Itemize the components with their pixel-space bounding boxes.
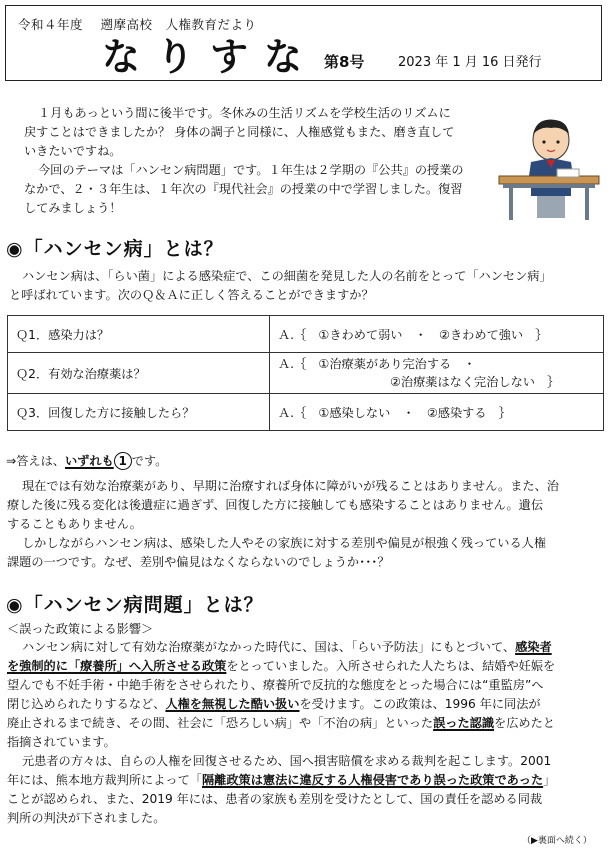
body-line: 閉じ込められたりするなど、人権を無視した酷い扱いを受けます。この政策は、1996 年に同法が <box>7 697 541 711</box>
table-row <box>8 353 604 394</box>
subheading: ＜誤った政策による影響＞ <box>7 622 154 636</box>
body-line: 現在では有効な治療薬があり、早期に治療すれば身体に障がいが残ることはありません。また、治 <box>22 479 559 493</box>
intro-line: １月もあっという間に後半です。冬休みの生活リズムを学校生活のリズムに <box>38 106 451 120</box>
answer-cell <box>270 394 604 431</box>
intro-line: してみましょう！ <box>24 201 122 215</box>
newsletter-title: なりすな <box>102 35 319 79</box>
intro-line: いきたいですね。 <box>24 144 122 158</box>
school-line: 令和４年度 遡摩高校 人権教育だより <box>18 17 257 32</box>
body-line: 課題の一つです。なぜ、差別や偏見はなくならないのでしょうか･･･？ <box>7 555 390 569</box>
section-heading: ◉「ハンセン病」とは？ <box>6 238 224 260</box>
answer-prefix: ⇒答えは、 <box>6 454 65 468</box>
body-line: ハンセン病に対して有効な治療薬がなかった時代に、国は、「らい予防法」にもとづいて、感染者 <box>22 640 552 654</box>
student-at-desk-icon <box>497 112 601 222</box>
question-cell: Ｑ3．回復した方に接触したら？ <box>8 394 270 431</box>
answer-line <box>6 452 167 472</box>
body-line: しかしながらハンセン病は、感染した人やその家族に対する差別や偏見が根強く残っている人権 <box>22 536 547 550</box>
answer-cell <box>270 353 604 394</box>
body-line: 指摘されています。 <box>7 735 116 749</box>
answer-number: 1 <box>114 452 132 470</box>
issue-number: 第8号 <box>324 53 365 71</box>
question-cell: Ｑ1．感染力は？ <box>8 316 270 353</box>
body-line: 療した後に残る変化は後遺症に過ぎず、回復した方に接触しても感染することはありません。遺伝 <box>7 498 544 512</box>
body-line: することもありません。 <box>7 517 142 531</box>
body-line: 判所の判決が下されました。 <box>7 811 166 825</box>
table-row <box>8 394 604 431</box>
answer-options: Ａ.｛ ①きわめて弱い ・ ②きわめて強い ｝ <box>278 327 548 342</box>
answer-options: Ａ.｛ ①感染しない ・ ②感染する ｝ <box>278 405 511 420</box>
qa-table <box>7 315 604 431</box>
section-heading: ◉「ハンセン病問題」とは？ <box>6 594 264 616</box>
answer-suffix: です。 <box>131 454 168 468</box>
intro-line: なかで、２・３年生は、１年次の『現代社会』の授業の中で学習しました。復習 <box>24 182 463 196</box>
answer-options: Ａ.｛ ①治療薬があり完治する ・ <box>278 357 476 371</box>
body-line: ことが認められ、また、2019 年には、患者の家族も差別を受けたとして、国の責任を認める同裁 <box>7 792 543 806</box>
intro-line: 戻すことはできましたか？ 身体の調子と同様に、人権感覚もまた、磨き直して <box>24 125 455 139</box>
answer-cell <box>270 316 604 353</box>
body-line: 廃止されるまで続き、その間、社会に「恐ろしい病」や「不治の病」といった誤った認識を広めたと <box>7 716 555 730</box>
section-text: ハンセン病は、「らい菌」による感染症で、この細菌を発見した人の名前をとって「ハンセン病」 <box>22 269 552 283</box>
section-text: と呼ばれています。次のＱ＆Ａに正しく答えることができますか？ <box>9 288 374 302</box>
question-cell: Ｑ2．有効な治療薬は？ <box>8 353 270 394</box>
body-line: を強制的に「療養所」へ入所させる政策をとっていました。入所させられた人たちは、結婚や妊娠を <box>7 659 556 673</box>
body-line: 元患者の方々は、自らの人権を回復させるため、国へ損害賠償を求める裁判を起こします。2001 <box>22 754 552 768</box>
body-line: 望んでも不妊手術・中絶手術をさせられたり、療養所で反抗的な態度をとった場合には“重監房”へ <box>7 678 544 692</box>
table-row <box>8 316 604 353</box>
continued-note: （▶裏面へ続く） <box>522 836 592 846</box>
answer-options: ②治療薬はなく完治しない ｝ <box>390 375 560 389</box>
issue-date: 2023 年 1 月 16 日発行 <box>398 55 542 70</box>
body-line: 年には、熊本地方裁判所によって「隔離政策は憲法に違反する人権侵害であり誤った政策であった」 <box>7 773 556 787</box>
intro-line: 今回のテーマは「ハンセン病問題」です。１年生は２学期の『公共』の授業の <box>38 163 464 177</box>
answer-emphasis: いずれも <box>64 454 114 468</box>
header-box <box>5 5 602 81</box>
